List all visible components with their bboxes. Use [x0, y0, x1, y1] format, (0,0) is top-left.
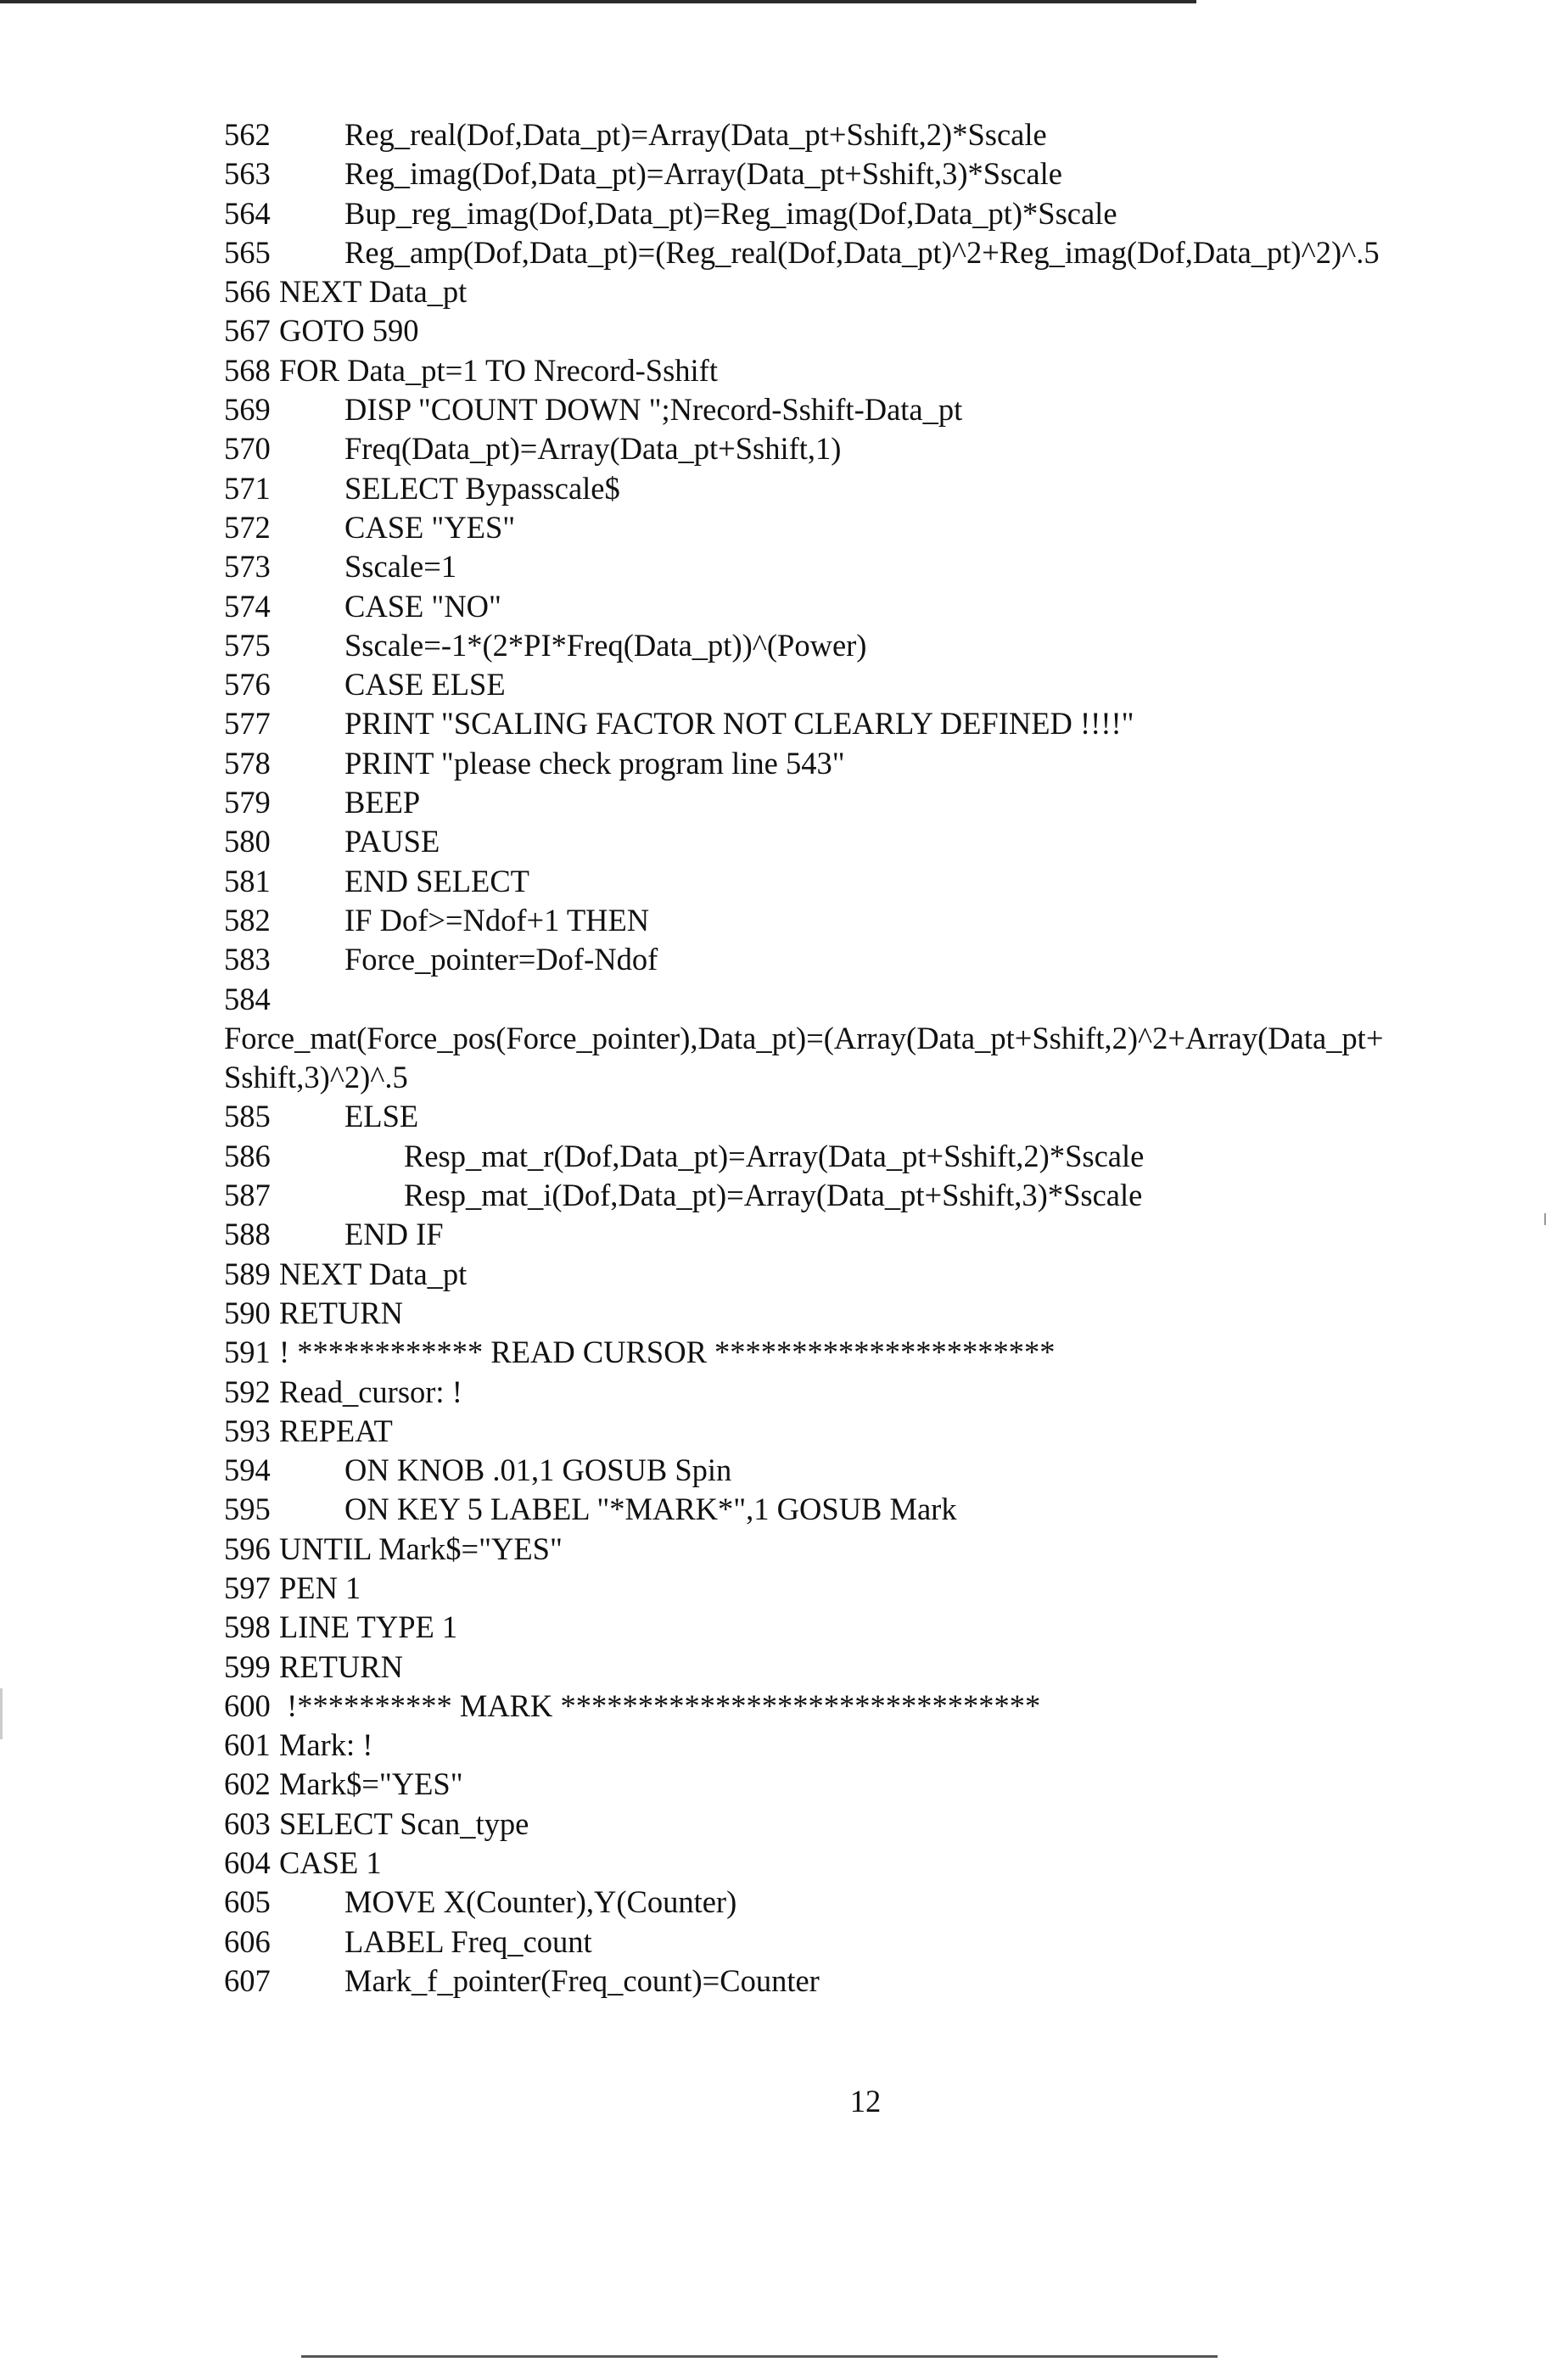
code-listing [224, 115, 1514, 2001]
code-line [224, 154, 1514, 193]
code-text: IF Dof>=Ndof+1 THEN [344, 902, 650, 938]
code-text: Mark$="YES" [278, 1766, 463, 1802]
code-text: Read_cursor: ! [278, 1374, 462, 1409]
code-text: LINE TYPE 1 [278, 1609, 458, 1645]
code-line [224, 194, 1514, 233]
line-number: 577 [224, 706, 271, 742]
line-number: 576 [224, 667, 271, 702]
code-text: Reg_amp(Dof,Data_pt)=(Reg_real(Dof,Data_pt)^2+Reg_imag(Dof,Data_pt)^2)^.5 [344, 234, 1380, 270]
code-text: PAUSE [344, 824, 440, 859]
line-number: 586 [224, 1138, 271, 1173]
code-line [224, 1490, 1514, 1529]
code-text: PEN 1 [278, 1570, 361, 1605]
code-line [224, 1805, 1514, 1844]
code-line [224, 469, 1514, 508]
line-number: 594 [224, 1452, 271, 1488]
code-text: END SELECT [344, 863, 529, 898]
code-line [224, 1333, 1514, 1372]
code-line [224, 1451, 1514, 1490]
code-text: NEXT Data_pt [278, 274, 468, 310]
code-text: GOTO 590 [278, 313, 419, 349]
code-text: SELECT Bypasscale$ [344, 470, 620, 506]
line-number: 588 [224, 1217, 271, 1252]
line-number: 600 [224, 1688, 271, 1723]
line-number: 589 [224, 1256, 271, 1291]
code-line [224, 351, 1514, 390]
scan-speck [1544, 1213, 1546, 1225]
code-text: Sscale=-1*(2*PI*Freq(Data_pt))^(Power) [344, 627, 867, 663]
code-text: END IF [344, 1217, 444, 1252]
line-number: 580 [224, 824, 271, 859]
line-number: 573 [224, 549, 271, 585]
code-text: ! ************ READ CURSOR ********************** [278, 1335, 1056, 1370]
code-text: PRINT "please check program line 543" [344, 745, 845, 781]
line-number: 574 [224, 588, 271, 624]
code-line [224, 311, 1514, 350]
code-line [224, 1648, 1514, 1687]
code-line [224, 862, 1514, 901]
code-line [224, 547, 1514, 586]
code-text: Sscale=1 [344, 549, 457, 585]
code-text: LABEL Freq_count [344, 1923, 592, 1959]
code-line [224, 1176, 1514, 1215]
code-line [224, 980, 1514, 1019]
code-line [224, 665, 1514, 704]
line-number: 579 [224, 785, 271, 820]
code-line [224, 1765, 1514, 1804]
code-line [224, 390, 1514, 429]
line-number: 585 [224, 1099, 271, 1134]
line-number: 606 [224, 1923, 271, 1959]
code-line [224, 1137, 1514, 1176]
code-line [224, 429, 1514, 468]
code-text: SELECT Scan_type [278, 1805, 529, 1841]
code-line [224, 1255, 1514, 1294]
code-line [224, 1608, 1514, 1647]
code-line [224, 1019, 1514, 1058]
code-line [224, 744, 1514, 783]
code-text: NEXT Data_pt [278, 1256, 468, 1291]
code-line [224, 1844, 1514, 1883]
code-text: Bup_reg_imag(Dof,Data_pt)=Reg_imag(Dof,Data_pt)*Sscale [344, 195, 1117, 231]
line-number: 603 [224, 1805, 271, 1841]
line-number: 564 [224, 195, 271, 231]
code-line [224, 1530, 1514, 1569]
line-number: 595 [224, 1492, 271, 1527]
code-text: CASE "YES" [344, 509, 516, 545]
code-line [224, 1058, 1514, 1097]
line-number: 570 [224, 431, 271, 467]
code-text: Sshift,3)^2)^.5 [224, 1060, 408, 1095]
line-number: 601 [224, 1727, 271, 1763]
line-number: 567 [224, 313, 271, 349]
code-text: Resp_mat_i(Dof,Data_pt)=Array(Data_pt+Sshift,3)*Sscale [404, 1178, 1143, 1213]
code-line [224, 1962, 1514, 2001]
code-line [224, 1726, 1514, 1765]
code-line [224, 783, 1514, 822]
code-text: Force_mat(Force_pos(Force_pointer),Data_pt)=(Array(Data_pt+Sshift,2)^2+Array(Data_pt+ [224, 1020, 1384, 1055]
code-text: RETURN [278, 1648, 403, 1684]
code-line [224, 587, 1514, 626]
line-number: 565 [224, 234, 271, 270]
line-number: 604 [224, 1845, 271, 1881]
code-line [224, 626, 1514, 665]
code-line [224, 940, 1514, 979]
code-line [224, 1412, 1514, 1451]
code-text: Mark: ! [278, 1727, 373, 1763]
code-text: BEEP [344, 785, 421, 820]
code-text: Resp_mat_r(Dof,Data_pt)=Array(Data_pt+Sshift,2)*Sscale [404, 1138, 1145, 1173]
code-text: DISP "COUNT DOWN ";Nrecord-Sshift-Data_pt [344, 392, 963, 428]
line-number: 587 [224, 1178, 271, 1213]
code-line [224, 1569, 1514, 1608]
code-line [224, 233, 1514, 272]
code-line [224, 1097, 1514, 1136]
code-text: CASE ELSE [344, 667, 506, 702]
line-number: 578 [224, 745, 271, 781]
code-line [224, 704, 1514, 743]
code-line [224, 1215, 1514, 1254]
line-number: 590 [224, 1295, 271, 1330]
code-text: CASE "NO" [344, 588, 501, 624]
code-line [224, 1373, 1514, 1412]
line-number: 602 [224, 1766, 271, 1802]
line-number: 592 [224, 1374, 271, 1409]
code-text: !********** MARK ******************************* [278, 1688, 1041, 1723]
code-text: Reg_imag(Dof,Data_pt)=Array(Data_pt+Sshift,3)*Sscale [344, 156, 1062, 192]
code-line [224, 508, 1514, 547]
code-text: ON KEY 5 LABEL "*MARK*",1 GOSUB Mark [344, 1492, 957, 1527]
line-number: 605 [224, 1884, 271, 1920]
line-number: 562 [224, 117, 271, 152]
line-number: 563 [224, 156, 271, 192]
line-number: 593 [224, 1413, 271, 1448]
line-number: 596 [224, 1531, 271, 1566]
code-line [224, 1883, 1514, 1922]
line-number: 568 [224, 352, 271, 388]
line-number: 582 [224, 902, 271, 938]
line-number: 569 [224, 392, 271, 428]
line-number: 581 [224, 863, 271, 898]
line-number: 599 [224, 1648, 271, 1684]
code-line [224, 272, 1514, 311]
line-number: 584 [224, 981, 271, 1016]
code-text: RETURN [278, 1295, 403, 1330]
code-line [224, 901, 1514, 940]
code-line [224, 822, 1514, 861]
line-number: 566 [224, 274, 271, 310]
code-line [224, 1923, 1514, 1962]
code-text: Mark_f_pointer(Freq_count)=Counter [344, 1962, 820, 1998]
code-text: Reg_real(Dof,Data_pt)=Array(Data_pt+Sshift,2)*Sscale [344, 117, 1047, 152]
scan-top-edge [0, 0, 1196, 3]
code-line [224, 1687, 1514, 1726]
code-text: Freq(Data_pt)=Array(Data_pt+Sshift,1) [344, 431, 842, 467]
line-number: 571 [224, 470, 271, 506]
code-text: MOVE X(Counter),Y(Counter) [344, 1884, 737, 1920]
line-number: 572 [224, 509, 271, 545]
code-text: FOR Data_pt=1 TO Nrecord-Sshift [278, 352, 718, 388]
code-text: UNTIL Mark$="YES" [278, 1531, 563, 1566]
line-number: 597 [224, 1570, 271, 1605]
line-number: 607 [224, 1962, 271, 1998]
code-text: Force_pointer=Dof-Ndof [344, 942, 658, 977]
code-line [224, 1294, 1514, 1333]
line-number: 591 [224, 1335, 271, 1370]
code-text: PRINT "SCALING FACTOR NOT CLEARLY DEFINED !!!!" [344, 706, 1134, 742]
line-number: 598 [224, 1609, 271, 1645]
code-text: CASE 1 [278, 1845, 382, 1881]
scan-speck [0, 1688, 3, 1739]
line-number: 575 [224, 627, 271, 663]
line-number: 583 [224, 942, 271, 977]
page-number: 12 [849, 2084, 882, 2119]
scan-bottom-edge [301, 2355, 1218, 2358]
code-line [224, 115, 1514, 154]
code-text: REPEAT [278, 1413, 393, 1448]
code-text: ON KNOB .01,1 GOSUB Spin [344, 1452, 732, 1488]
code-text: ELSE [344, 1099, 419, 1134]
